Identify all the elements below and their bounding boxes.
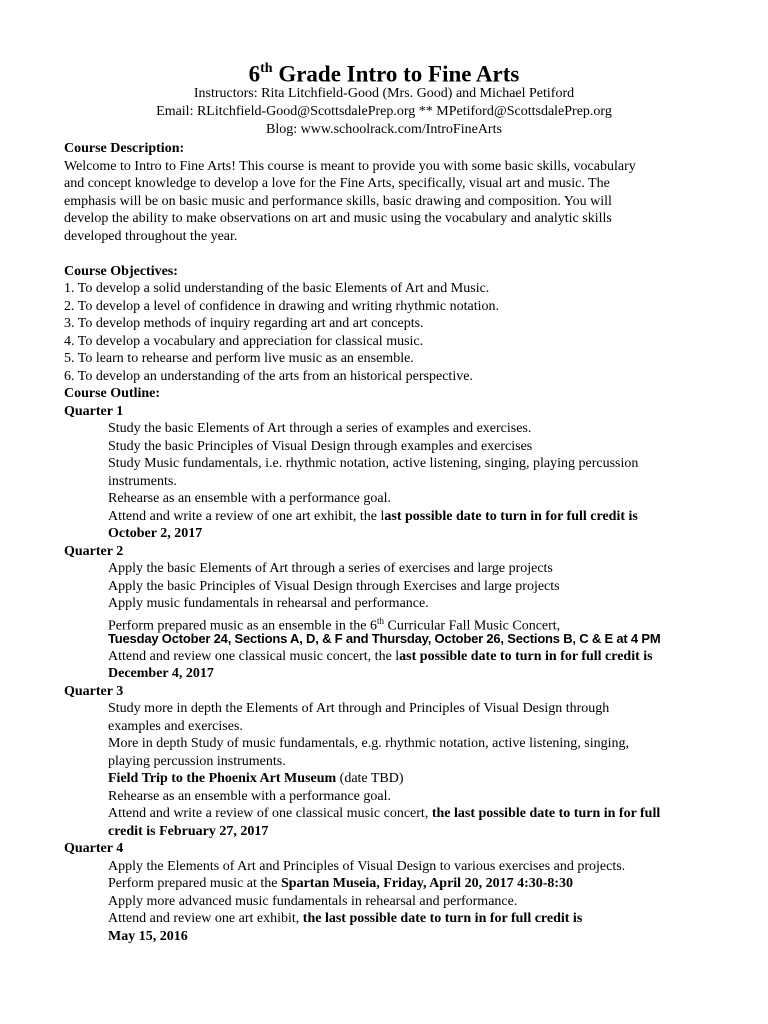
objective-item: 1. To develop a solid understanding of the basic Elements of Art and Music. xyxy=(64,281,490,296)
field-trip-text: Field Trip to the Phoenix Art Museum xyxy=(108,771,337,786)
quarter-3-line: Study more in depth the Elements of Art through and Principles of Visual Design through xyxy=(108,701,610,716)
quarter-3-line xyxy=(108,770,714,788)
instructors-line: Instructors: Rita Litchfield-Good (Mrs. Good) and Michael Petiford xyxy=(193,86,575,101)
title-superscript: th xyxy=(260,61,273,76)
blog-line: Blog: www.schoolrack.com/IntroFineArts xyxy=(266,122,502,137)
quarter-4-line xyxy=(108,910,714,928)
quarter-2-line: Apply the basic Principles of Visual Design through Exercises and large projects xyxy=(108,578,560,594)
deadline-text: the last possible date to turn in for full credit is xyxy=(302,911,583,926)
outline-heading: Course Outline: xyxy=(64,386,161,401)
objective-item: 5. To learn to rehearse and perform live music as an ensemble. xyxy=(64,351,414,366)
description-line: develop the ability to make observations on art and music using the vocabulary and analytic skills xyxy=(64,211,612,226)
quarter-3-line: playing percussion instruments. xyxy=(108,753,286,769)
review-text: Attend and review one classical music concert, the l xyxy=(108,648,400,664)
concert-text-end: Curricular Fall Music Concert, xyxy=(384,618,561,634)
quarter-1-line: Study the basic Principles of Visual Design through examples and exercises xyxy=(108,438,533,454)
quarter-1-line: Rehearse as an ensemble with a performance goal. xyxy=(108,491,391,506)
description-line: and concept knowledge to develop a love for the Fine Arts, specifically, visual art and music. The xyxy=(64,176,610,191)
quarter-3-line: Rehearse as an ensemble with a performance goal. xyxy=(108,788,391,804)
quarter-2-line: Apply music fundamentals in rehearsal and performance. xyxy=(108,596,429,611)
quarter-4-line: Apply the Elements of Art and Principles of Visual Design to various exercises and projects. xyxy=(108,858,626,874)
performance-text: Perform prepared music at the xyxy=(108,876,281,891)
email-line: Email: RLitchfield-Good@ScottsdalePrep.org ** MPetiford@ScottsdalePrep.org xyxy=(156,104,612,119)
title-text: Grade Intro to Fine Arts xyxy=(272,61,520,87)
objective-item: 6. To develop an understanding of the arts from an historical perspective. xyxy=(64,368,473,384)
quarter-1-deadline: October 2, 2017 xyxy=(108,526,203,541)
title-number: 6 xyxy=(248,61,261,87)
quarter-3-deadline: credit is February 27, 2017 xyxy=(108,823,269,839)
quarter-4-line xyxy=(108,875,714,893)
quarter-1-line xyxy=(108,508,714,526)
review-text: Attend and review one art exhibit, xyxy=(108,911,303,926)
description-line: emphasis will be on basic music and performance skills, basic drawing and composition. You will xyxy=(64,193,612,209)
quarter-2-line: Apply the basic Elements of Art through a series of exercises and large projects xyxy=(108,561,553,576)
concert-text: Perform prepared music as an ensemble in the 6 xyxy=(108,618,378,634)
spacer xyxy=(64,245,714,263)
description-line: developed throughout the year. xyxy=(64,228,238,244)
quarter-4-deadline: May 15, 2016 xyxy=(108,928,188,944)
quarter-1-line: Study the basic Elements of Art through a series of examples and exercises. xyxy=(108,421,532,436)
deadline-text: ast possible date to turn in for full credit is xyxy=(399,648,653,664)
review-text: Attend and write a review of one art exhibit, the l xyxy=(108,508,385,524)
performance-details: Spartan Museia, Friday, April 20, 2017 4:30-8:30 xyxy=(281,876,574,891)
quarter-3-line: More in depth Study of music fundamentals, e.g. rhythmic notation, active listening, singing, xyxy=(108,736,630,751)
objectives-heading: Course Objectives: xyxy=(64,263,178,279)
concert-superscript: th xyxy=(377,615,385,626)
syllabus-body xyxy=(64,140,714,945)
concert-dates: Tuesday October 24, Sections A, D, & F and Thursday, October 26, Sections B, C & E at 4 PM xyxy=(108,631,661,646)
quarter-2-line xyxy=(108,613,714,634)
objective-item: 2. To develop a level of confidence in drawing and writing rhythmic notation. xyxy=(64,298,499,314)
description-line: Welcome to Intro to Fine Arts! This course is meant to provide you with some basic skills, vocabulary xyxy=(64,158,636,174)
field-trip-date: (date TBD) xyxy=(336,771,404,786)
deadline-text: the last possible date to turn in for full xyxy=(431,806,661,821)
quarter-3-heading: Quarter 3 xyxy=(64,683,124,699)
objective-item: 3. To develop methods of inquiry regarding art and art concepts. xyxy=(64,316,424,331)
quarter-2-deadline: December 4, 2017 xyxy=(108,666,214,681)
deadline-text: ast possible date to turn in for full credit is xyxy=(384,508,638,524)
objective-item: 4. To develop a vocabulary and appreciation for classical music. xyxy=(64,333,424,349)
description-heading: Course Description: xyxy=(64,141,185,156)
quarter-2-line xyxy=(108,648,714,666)
quarter-3-line xyxy=(108,805,714,823)
review-text: Attend and write a review of one classical music concert, xyxy=(108,806,432,821)
quarter-2-heading: Quarter 2 xyxy=(64,543,124,559)
quarter-3-line: examples and exercises. xyxy=(108,718,243,734)
quarter-1-line: Study Music fundamentals, i.e. rhythmic notation, active listening, singing, playing percussion xyxy=(108,456,639,471)
quarter-1-line: instruments. xyxy=(108,473,177,489)
quarter-4-line: Apply more advanced music fundamentals in rehearsal and performance. xyxy=(108,893,518,909)
quarter-1-heading: Quarter 1 xyxy=(64,403,124,419)
quarter-4-heading: Quarter 4 xyxy=(64,841,124,856)
